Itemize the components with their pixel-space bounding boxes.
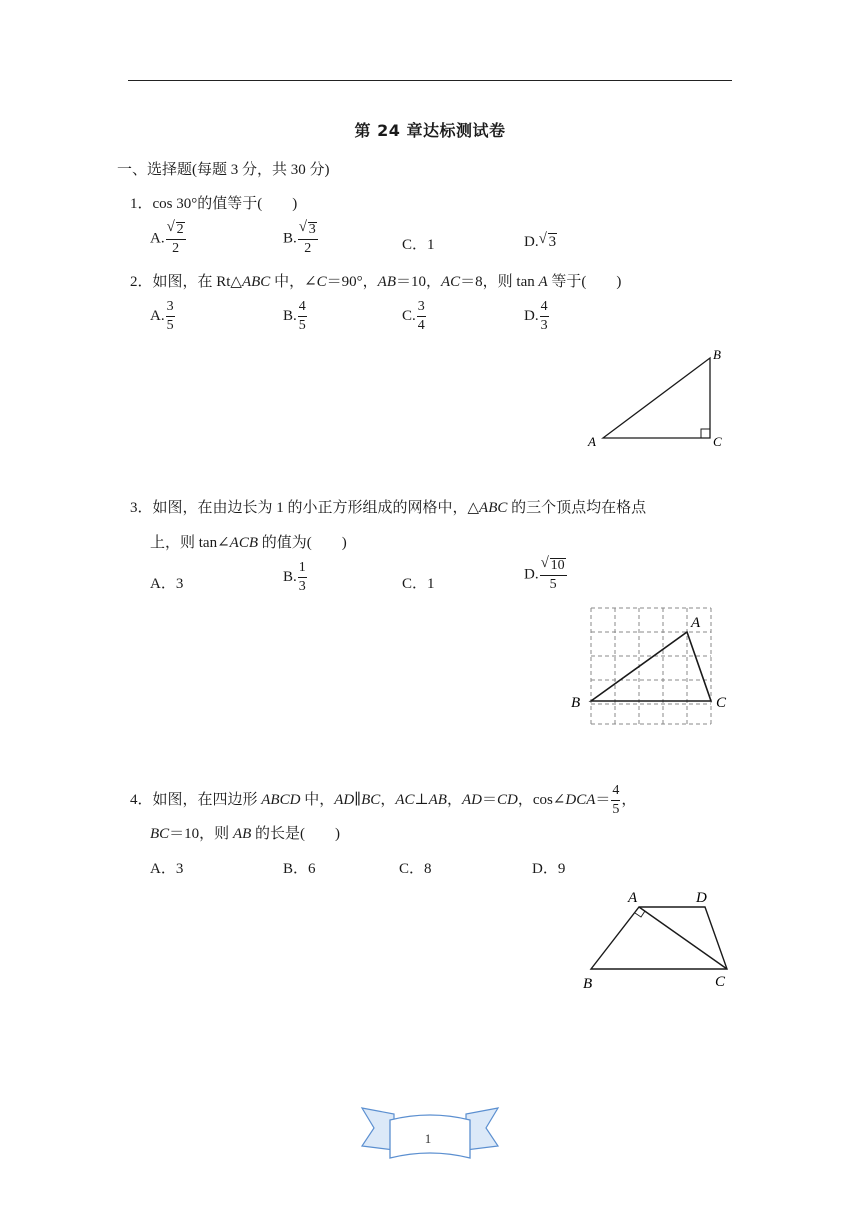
header-rule: [128, 80, 732, 81]
page-title: 第 24 章达标测试卷: [354, 121, 506, 140]
q2-stem: 2．如图，在 Rt△ABC 中，∠C＝90°，AB＝10，AC＝8，则 tan A 等于( ): [130, 274, 622, 290]
q3-option-d: D. √ 10 5: [524, 555, 565, 592]
q4-label-d: D: [696, 890, 707, 906]
q2-label-c: C: [713, 434, 722, 449]
q1-option-a: A. √ 2 2: [150, 219, 184, 256]
q3-label-c: C: [716, 695, 727, 711]
q4-stem-line2: BC＝10，则 AB 的长是( ): [150, 826, 341, 842]
page-number: 1: [424, 1131, 432, 1146]
q1-option-b: B. √ 3 2: [283, 219, 316, 256]
q3-option-c: C．1: [402, 576, 435, 592]
q2-option-d: D. $\frac{4}{3}$: [524, 299, 548, 333]
q4-option-b: B．6: [283, 861, 316, 877]
q4-label-c: C: [715, 974, 726, 990]
q4-diagonal-ac: [639, 907, 727, 969]
q3-option-b: B. $\frac{1}{3}$: [283, 560, 306, 594]
q3-stem-line1: 3．如图，在由边长为 1 的小正方形组成的网格中，△ABC 的三个顶点均在格点: [130, 500, 647, 516]
q3-triangle: [591, 632, 711, 701]
q3-figure-grid-triangle: [565, 600, 740, 730]
q3-label-a: A: [691, 615, 701, 631]
q1-stem: 1．cos 30°的值等于( ): [130, 196, 298, 212]
q4-option-a: A．3: [150, 861, 184, 877]
q1-option-d: D. √ 3: [524, 231, 557, 250]
q3-stem-line2: 上，则 tan∠ACB 的值为( ): [150, 535, 347, 551]
q4-figure-quadrilateral: [575, 882, 740, 997]
q2-right-angle-mark: [701, 429, 710, 438]
q2-triangle: [603, 358, 710, 438]
q2-figure-right-triangle: [580, 340, 740, 455]
q4-stem-line1: 4．如图，在四边形 ABCD 中，AD∥BC，AC⊥AB，AD＝CD，cos∠DCA＝ $\frac{4}{5}$ ，: [130, 783, 637, 817]
q4-right-angle-mark: [635, 911, 645, 917]
q4-option-d: D．9: [532, 861, 566, 877]
q3-option-a: A．3: [150, 576, 184, 592]
q1-option-c: C．1: [402, 237, 435, 253]
q3-label-b: B: [571, 695, 581, 711]
section-heading: 一、选择题(每题 3 分，共 30 分): [117, 162, 330, 178]
q4-label-b: B: [583, 976, 593, 992]
q2-option-c: C. $\frac{3}{4}$: [402, 299, 425, 333]
q2-label-b: B: [713, 347, 721, 362]
q2-option-a: A. $\frac{3}{5}$: [150, 299, 174, 333]
q2-label-a: A: [588, 434, 596, 449]
q4-quadrilateral: [591, 907, 727, 969]
q4-option-c: C．8: [399, 861, 432, 877]
q4-label-a: A: [628, 890, 638, 906]
q2-option-b: B. $\frac{4}{5}$: [283, 299, 306, 333]
